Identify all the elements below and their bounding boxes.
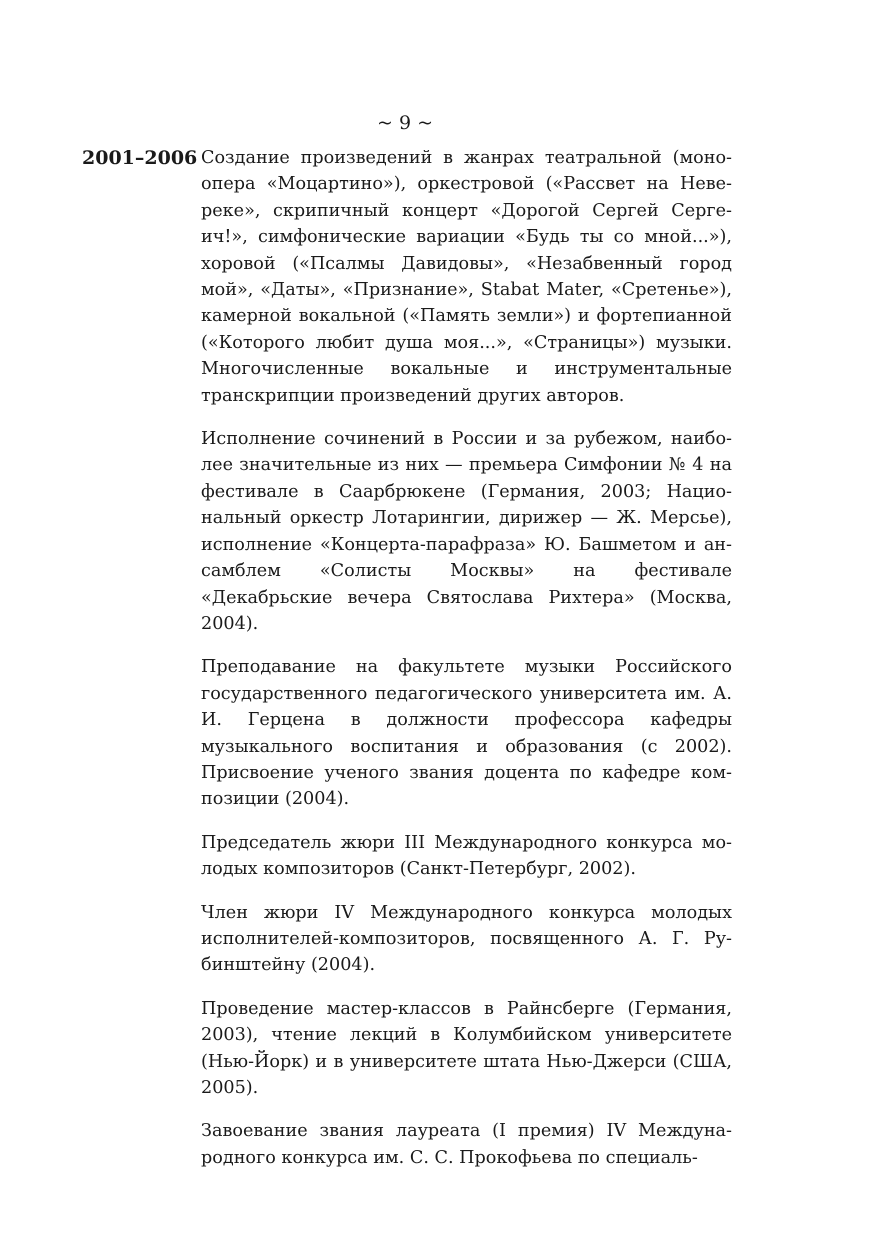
paragraph-master-classes: Проведение мастер-классов в Райнсберге (Германия, 2003), чтение лекций в Колумбийском университете (Нью-Йорк) и в университете штата Нью-Джерси (США, 2005). (201, 998, 732, 1098)
paragraph-compositions: Создание произведений в жанрах театральной (моноопера «Моцартино»), оркестровой («Рассвет на Невереке», скрипичный концерт «Дорогой Сергей Сергеич!», симфонические вариации «Будь ты со мной...»), хоровой («Псалмы Давидовы», «Незабвенный город мой», «Даты», «Признание», Stabat Mater, «Сретенье»), камерной вокальной («Память земли») и фортепианной («Которого любит душа моя...», «Страницы») музыки. Многочисленные вокальные и инструментальные транскрипции произведений других авторов. (201, 148, 732, 406)
paragraph-performances: Исполнение сочинений в России и за рубежом, наиболее значительные из них — премьера Симфонии № 4 на фестивале в Саарбрюкене (Германия, 2003; Национальный оркестр Лотарингии, дирижер — Ж. Мерсье), исполнение «Концерта-парафраза» Ю. Башметом и ансамблем «Солисты Москвы» на фестивале «Декабрьские вечера Святослава Рихтера» (Москва, 2004). (201, 429, 732, 634)
page-number: ~ 9 ~ (376, 112, 433, 134)
paragraph-jury-chair: Председатель жюри III Международного конкурса молодых композиторов (Санкт-Петербург, 2002). (201, 832, 732, 880)
entry-years: 2001–2006 (82, 147, 198, 169)
paragraph-laureate: Завоевание звания лауреата (I премия) IV Международного конкурса им. С. С. Прокофьева по специаль- (201, 1121, 732, 1168)
paragraph-jury-member: Член жюри IV Международного конкурса молодых исполнителей-композиторов, посвященного А. Г. Рубинштейну (2004). (201, 902, 732, 976)
entry-content (201, 145, 732, 1188)
paragraph-teaching: Преподавание на факультете музыки Российского государственного педагогического университета им. А. И. Герцена в должности профессора кафедры музыкального воспитания и образования (с 2002). Присвоение ученого звания доцента по кафедре композиции (2004). (201, 657, 732, 810)
